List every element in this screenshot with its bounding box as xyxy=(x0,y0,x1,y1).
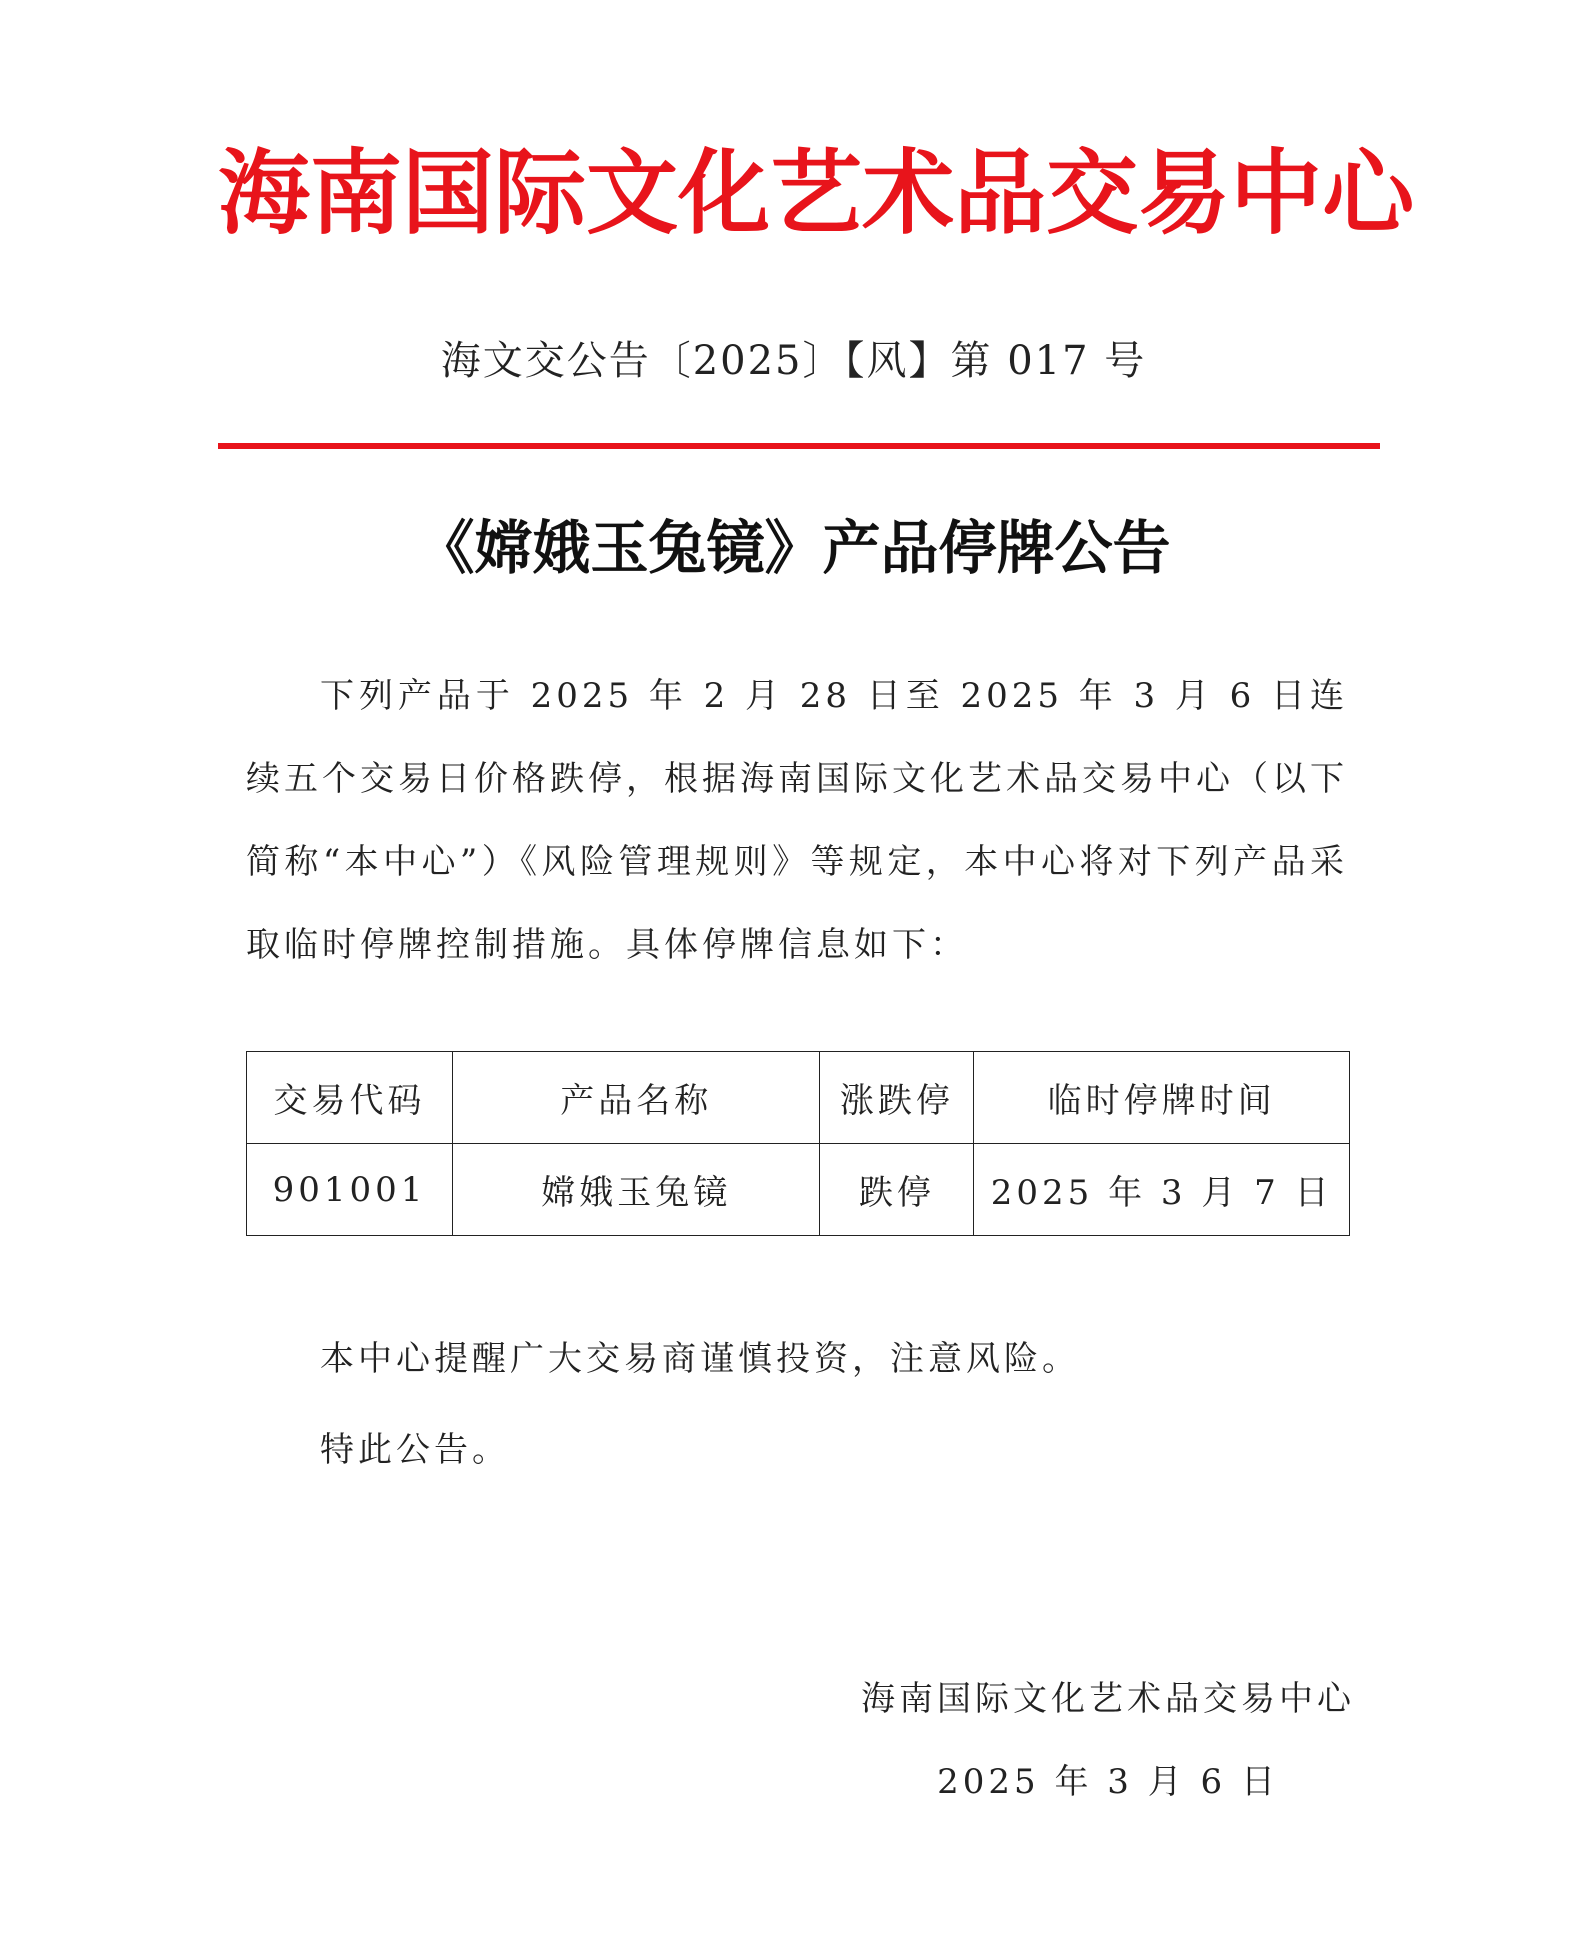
header-suspension-time: 临时停牌时间 xyxy=(974,1052,1350,1144)
header-limit-status: 涨跌停 xyxy=(820,1052,974,1144)
org-title-char: 南 xyxy=(310,139,403,247)
org-title-char: 术 xyxy=(862,139,955,247)
cell-trade-code: 901001 xyxy=(247,1144,453,1236)
org-title-char: 中 xyxy=(1230,139,1323,247)
cell-suspension-time: 2025 年 3 月 7 日 xyxy=(974,1144,1350,1236)
org-title-char: 海 xyxy=(218,139,311,247)
cell-product-name: 嫦娥玉兔镜 xyxy=(452,1144,820,1236)
risk-reminder: 本中心提醒广大交易商谨慎投资，注意风险。 xyxy=(320,1339,1080,1379)
notice-title: 《嫦娥玉兔镜》产品停牌公告 xyxy=(416,514,1171,582)
org-title-char: 心 xyxy=(1322,139,1415,247)
suspension-table xyxy=(246,1051,1350,1236)
header-trade-code: 交易代码 xyxy=(247,1052,453,1144)
body-paragraph: 下列产品于 2025 年 2 月 28 日至 2025 年 3 月 6 日连续五个交易日价格跌停，根据海南国际文化艺术品交易中心（以下简称“本中心”）《风险管理规则》等规定，本中心将对下列产品采取临时停牌控制措施。具体停牌信息如下： xyxy=(246,676,1348,965)
org-title xyxy=(218,138,1415,248)
org-title-char: 交 xyxy=(1046,139,1139,247)
signature-date: 2025 年 3 月 6 日 xyxy=(937,1762,1279,1802)
org-title-char: 文 xyxy=(586,139,679,247)
red-divider xyxy=(218,443,1380,449)
table-header-row xyxy=(247,1052,1350,1144)
table-row xyxy=(247,1144,1350,1236)
org-title-char: 化 xyxy=(678,139,771,247)
org-title-char: 品 xyxy=(954,139,1047,247)
org-title-char: 际 xyxy=(494,139,587,247)
signature-org: 海南国际文化艺术品交易中心 xyxy=(861,1679,1355,1719)
org-title-char: 国 xyxy=(402,139,495,247)
closing-statement: 特此公告。 xyxy=(320,1430,510,1470)
org-title-char: 艺 xyxy=(770,139,863,247)
document-number: 海文交公告〔2025〕【风】第 017 号 xyxy=(440,338,1147,384)
org-title-char: 易 xyxy=(1138,139,1231,247)
cell-limit-status: 跌停 xyxy=(820,1144,974,1236)
header-product-name: 产品名称 xyxy=(452,1052,820,1144)
